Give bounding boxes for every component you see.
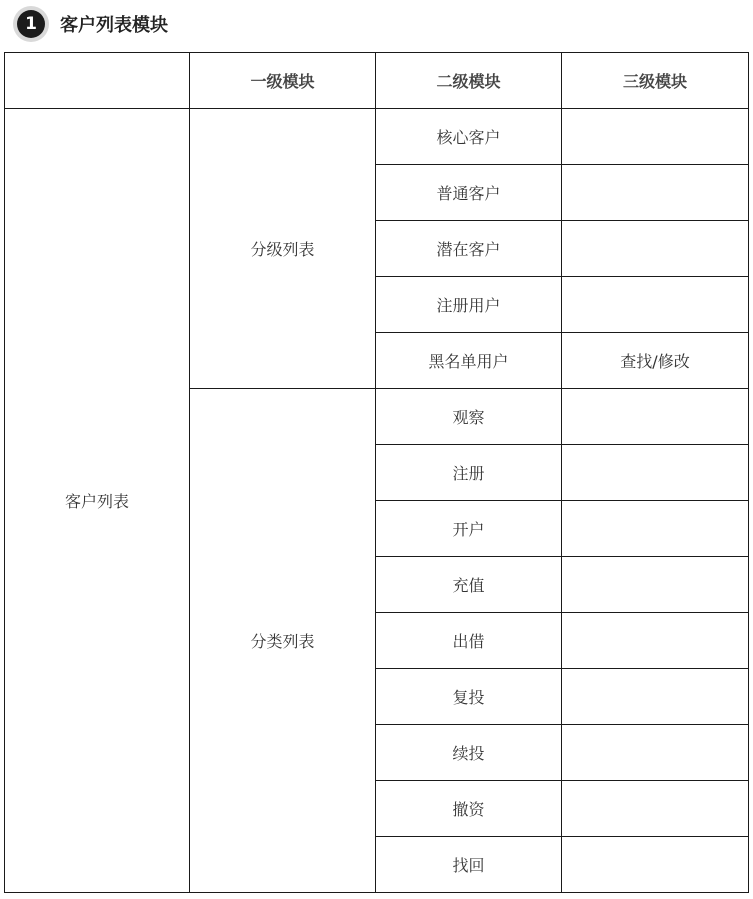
level3-cell: 查找/修改 [562, 333, 749, 389]
level2-cell: 复投 [376, 669, 562, 725]
level3-cell [562, 557, 749, 613]
section-number: 1 [17, 10, 45, 38]
header-cell-level1: 一级模块 [190, 53, 376, 109]
level3-cell [562, 389, 749, 445]
level3-cell [562, 837, 749, 893]
level2-cell: 观察 [376, 389, 562, 445]
level2-cell: 黑名单用户 [376, 333, 562, 389]
section-header [13, 6, 168, 42]
level3-cell [562, 165, 749, 221]
level2-cell: 注册用户 [376, 277, 562, 333]
level2-cell: 出借 [376, 613, 562, 669]
level3-cell [562, 221, 749, 277]
level1-cell-tiered-list: 分级列表 [190, 109, 376, 389]
level2-cell: 核心客户 [376, 109, 562, 165]
level3-cell [562, 501, 749, 557]
header-cell-root [5, 53, 190, 109]
level2-cell: 普通客户 [376, 165, 562, 221]
section-number-badge [13, 6, 49, 42]
table-row [5, 109, 749, 165]
level3-cell [562, 669, 749, 725]
root-module-cell: 客户列表 [5, 109, 190, 893]
module-table [4, 52, 749, 893]
level2-cell: 注册 [376, 445, 562, 501]
level3-cell [562, 109, 749, 165]
level3-cell [562, 725, 749, 781]
level2-cell: 开户 [376, 501, 562, 557]
header-cell-level2: 二级模块 [376, 53, 562, 109]
level2-cell: 撤资 [376, 781, 562, 837]
header-row [5, 53, 749, 109]
level3-cell [562, 277, 749, 333]
level2-cell: 找回 [376, 837, 562, 893]
level2-cell: 充值 [376, 557, 562, 613]
level3-cell [562, 445, 749, 501]
level2-cell: 潜在客户 [376, 221, 562, 277]
level1-cell-category-list: 分类列表 [190, 389, 376, 893]
level2-cell: 续投 [376, 725, 562, 781]
level3-cell [562, 613, 749, 669]
header-cell-level3: 三级模块 [562, 53, 749, 109]
section-title: 客户列表模块 [60, 15, 168, 36]
level3-cell [562, 781, 749, 837]
